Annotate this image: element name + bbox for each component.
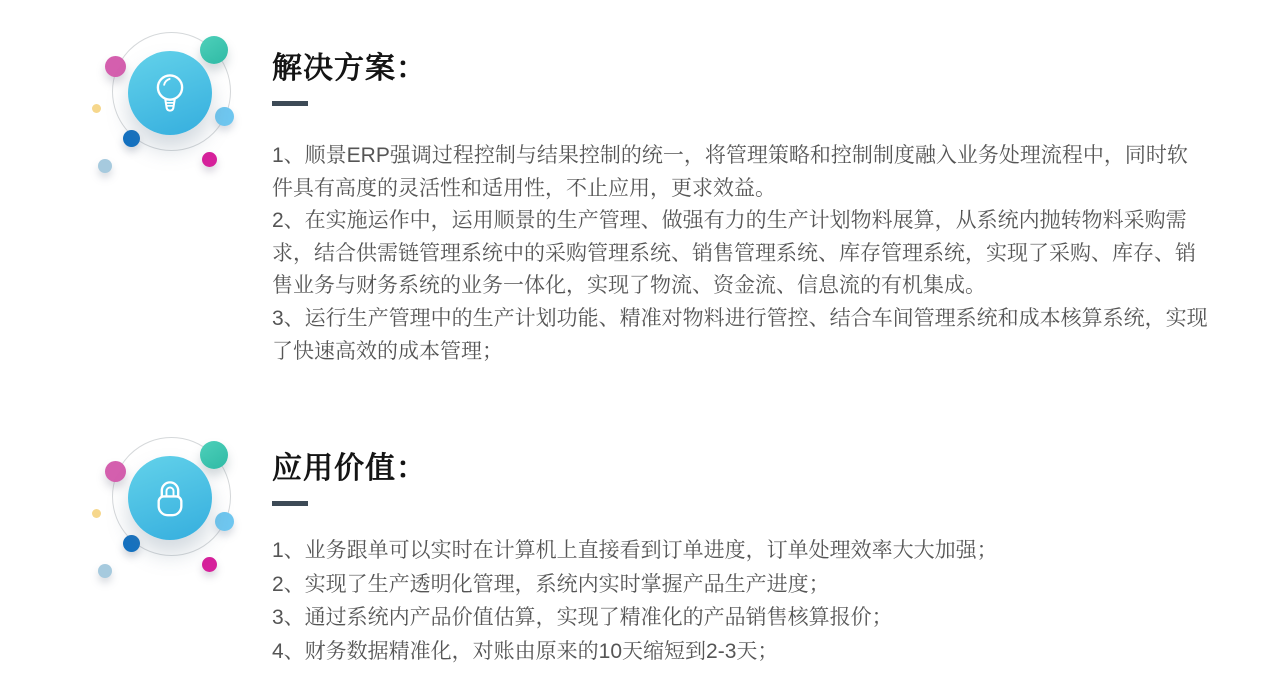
title-dash (272, 101, 308, 106)
dot-pink (105, 56, 126, 77)
section-body (272, 140, 1208, 368)
dot-light-blue (215, 512, 234, 531)
dot-dark-blue (123, 535, 140, 552)
section-paragraph: 2、实现了生产透明化管理，系统内实时掌握产品生产进度； (272, 572, 830, 596)
dot-magenta (202, 557, 217, 572)
section-title: 解决方案： (272, 52, 427, 85)
section-paragraph: 1、业务跟单可以实时在计算机上直接看到订单进度，订单处理效率大大加强； (272, 539, 998, 562)
dot-dark-blue (123, 130, 140, 147)
dot-teal (200, 36, 228, 64)
dot-pink (105, 461, 126, 482)
dot-yellow (92, 104, 101, 113)
lightbulb-icon (145, 68, 195, 118)
section-body (272, 534, 1208, 668)
text-column-value (272, 452, 1208, 668)
dot-light-blue (215, 107, 234, 126)
gradient-circle (128, 456, 212, 540)
icon-cluster-value (86, 433, 246, 601)
section-paragraph: 1、顺景ERP强调过程控制与结果控制的统一，将管理策略和控制制度融入业务处理流程中，同时软件具有高度的灵活性和适用性，不止应用，更求效益。 (272, 144, 1188, 200)
icon-cluster-solution (86, 28, 246, 196)
section-title: 应用价值： (272, 452, 427, 485)
lock-icon (145, 473, 195, 523)
dot-steel-blue (98, 564, 112, 578)
dot-steel-blue (98, 159, 112, 173)
section-paragraph: 3、运行生产管理中的生产计划功能、精准对物料进行管控、结合车间管理系统和成本核算系统，实现了快速高效的成本管理； (272, 306, 1208, 363)
gradient-circle (128, 51, 212, 135)
section-paragraph: 2、在实施运作中，运用顺景的生产管理、做强有力的生产计划物料展算，从系统内抛转物料采购需求，结合供需链管理系统中的采购管理系统、销售管理系统、库存管理系统，实现了采购、库存、销售业务与财务系统的业务一体化，实现了物流、资金流、信息流的有机集成。 (272, 209, 1196, 298)
section-paragraph: 4、财务数据精准化，对账由原来的10天缩短到2-3天； (272, 639, 779, 663)
dot-magenta (202, 152, 217, 167)
text-column-solution (272, 52, 1208, 368)
dot-yellow (92, 509, 101, 518)
title-dash (272, 501, 308, 506)
section-paragraph: 3、通过系统内产品价值估算，实现了精准化的产品销售核算报价； (272, 606, 893, 629)
dot-teal (200, 441, 228, 469)
